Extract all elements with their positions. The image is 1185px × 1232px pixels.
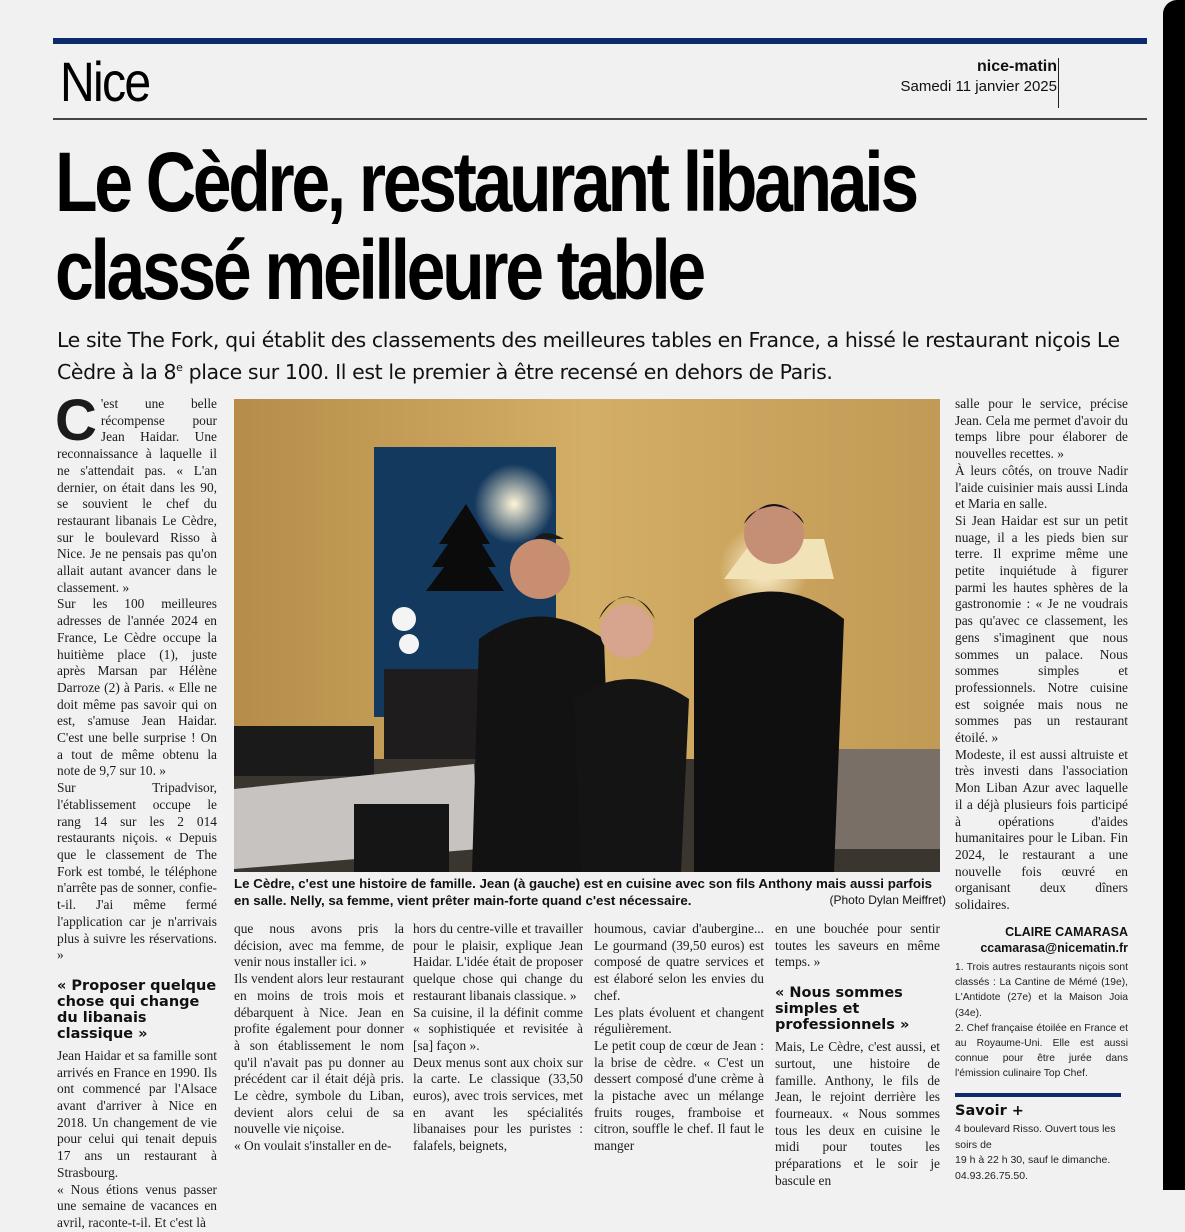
- paragraph: que nous avons pris la décision, avec ma femme, de venir nous installer ici. »: [234, 921, 404, 970]
- standfirst-sup: e: [176, 361, 183, 374]
- publication-date: Samedi 11 janvier 2025: [900, 78, 1057, 95]
- photo-caption: [234, 875, 946, 909]
- family-photo-illustration: [234, 399, 940, 872]
- author-name: CLAIRE CAMARASA: [1005, 925, 1128, 939]
- article-column-5: [775, 921, 940, 1189]
- subheading-1: « Proposer quelque chose qui change du libanais classique »: [57, 977, 217, 1042]
- article-column-1: [55, 388, 217, 1232]
- headline: [55, 135, 1145, 317]
- savoir-plus-info: [955, 1122, 1135, 1184]
- paragraph: Si Jean Haidar est sur un petit nuage, il a les pieds bien sur terre. Il exprime même une petite inquiétude à figurer parmi les hautes sphères de la gastronomie : « Je ne voudrais pas qu'avec ce classement, les gens s'imaginent que nous sommes un palace. Nous sommes simples et professionnels. Notre cuisine est soignée mais nous ne sommes pas un restaurant étoilé. »: [955, 512, 1128, 746]
- brand-name: nice-matin: [976, 58, 1057, 75]
- paragraph: Mais, Le Cèdre, c'est aussi, et surtout, une histoire de famille. Anthony, le fils de Jean, le rejoint derrière les fourneaux. « Nous sommes tous les deux en cuisine le midi pour toutes les préparations et le soir je bascule en: [775, 1039, 940, 1188]
- savoir-rule: [955, 1093, 1121, 1097]
- standfirst: [57, 326, 1147, 386]
- standfirst-part-2: place sur 100. Il est le premier à être recensé en dehors de Paris.: [182, 359, 833, 384]
- masthead-divider: [1058, 58, 1059, 108]
- paragraph: 'est une belle récompense pour Jean Haidar. Une reconnaissance à laquelle il ne s'attendait pas. « L'an dernier, on était dans les 90, se souvient le chef du restaurant libanais Le Cèdre, sur le boulevard Risso à Nice. Je ne pensais pas qu'on allait autant avancer dans le classement. »: [57, 396, 217, 595]
- drop-cap: C: [55, 388, 97, 453]
- phone-line: 04.93.26.75.50.: [955, 1169, 1028, 1182]
- paragraph: Sur les 100 meilleures adresses de l'année 2024 en France, Le Cèdre occupe la huitième place (1), juste après Marsan par Hélène Darroze (2) à Paris. « Elle ne doit même pas savoir qui on est, s'amuse Jean Haidar. C'est une belle surprise ! On a tout de même obtenu la note de 9,7 sur 10. »: [57, 596, 217, 779]
- caption-text: Le Cèdre, c'est une histoire de famille. Jean (à gauche) est en cuisine avec son fils Anthony mais aussi parfois en salle. Nelly, sa femme, vient prêter main-forte quand c'est nécessaire.: [234, 876, 933, 908]
- paragraph: Sur Tripadvisor, l'établissement occupe le rang 14 sur les 2 014 restaurants niçois. « Depuis que le classement de The Fork est tombé, le téléphone n'arrête pas de sonner, confie-t-il. J'ai même fermé l'application car je n'arrivais plus à suivre les réservations. »: [57, 780, 217, 963]
- footnotes: [955, 960, 1128, 1082]
- headline-line-2: classé meilleure table: [55, 223, 703, 317]
- subheading-2: « Nous sommes simples et professionnels »: [775, 985, 910, 1034]
- paragraph: « On voulait s'installer en de-: [234, 1138, 392, 1154]
- paragraph: Modeste, il est aussi altruiste et très investi dans l'association Mon Liban Azur avec laquelle il a déjà plusieurs fois participé à opérations d'aides humanitaires pour le Liban. Fin 2024, le restaurant a une nouvelle fois œuvré en organisant deux dîners solidaires.: [955, 746, 1128, 913]
- footnote-1: 1. Trois autres restaurants niçois sont classés : La Cantine de Mémé (19e), L'Antidote (27e) et la Maison Joia (34e).: [955, 962, 1128, 1019]
- address-line: 4 boulevard Risso. Ouvert tous les soirs de: [955, 1123, 1116, 1151]
- standfirst-part-1: Le site The Fork, qui établit des classements des meilleures tables en France, a hissé le restaurant niçois Le Cèdre à la 8: [57, 328, 1120, 384]
- paragraph: Les plats évoluent et changent régulièrement.: [594, 1004, 764, 1037]
- paragraph: salle pour le service, précise Jean. Cela me permet d'avoir du temps libre pour élaborer de nouvelles recettes. »: [955, 396, 1128, 462]
- paragraph: Jean Haidar et sa famille sont arrivés en France en 1990. Ils ont commencé par l'Alsace avant d'arriver à Nice en 2018. Un changement de vie pour celui qui tenait depuis 17 ans un restaurant à Strasbourg.: [57, 1047, 217, 1180]
- paragraph: houmous, caviar d'aubergine... Le gourmand (39,50 euros) est composé de quatre services et est élaboré selon les envies du chef.: [594, 921, 764, 1003]
- page-edge: [1163, 0, 1185, 1190]
- header-rule: [53, 118, 1147, 120]
- savoir-plus-title: Savoir +: [955, 1103, 1024, 1119]
- paragraph: Ils vendent alors leur restaurant en moins de trois mois et débarquent à Nice. Jean en profite également pour donner à son établissement le nom qu'il n'avait pas pu donner au précédent car il était déjà pris. Le cèdre, symbole du Liban, devient alors celui de sa nouvelle vie niçoise.: [234, 971, 404, 1137]
- byline: [955, 924, 1128, 956]
- article-column-2: [234, 921, 404, 1155]
- hours-line: 19 h à 22 h 30, sauf le dimanche.: [955, 1154, 1111, 1166]
- paragraph: Le petit coup de cœur de Jean : la brise de cèdre. « C'est un dessert composé d'une crème à la pistache avec un mélange fruits rouges, framboise et citron, souffle le chef. Il faut le manger: [594, 1037, 764, 1154]
- footnote-2: 2. Chef française étoilée en France et au Royaume-Uni. Elle est aussi connue pour être jurée dans l'émission culinaire Top Chef.: [955, 1022, 1128, 1080]
- headline-line-1: Le Cèdre, restaurant libanais: [55, 135, 916, 229]
- article-column-4: [594, 921, 764, 1155]
- paragraph: en une bouchée pour sentir toutes les saveurs en même temps. »: [775, 921, 940, 970]
- article-column-3: [413, 921, 583, 1155]
- paragraph: Deux menus sont aux choix sur la carte. Le classique (33,50 euros), avec trois services, met en avant les spécialités libanaises pour les puristes : falafels, beignets,: [413, 1054, 583, 1154]
- top-rule: [53, 38, 1147, 44]
- paragraph: À leurs côtés, on trouve Nadir l'aide cuisinier mais aussi Linda et Maria en salle.: [955, 462, 1128, 512]
- article-photo: [234, 399, 940, 872]
- author-email[interactable]: ccamarasa@nicematin.fr: [980, 941, 1128, 955]
- paragraph: Sa cuisine, il la définit comme « sophistiquée et revisitée à [sa] façon ».: [413, 1004, 583, 1053]
- paragraph: « Nous étions venus passer une semaine de vacances en avril, raconte-t-il. Et c'est là: [57, 1181, 217, 1230]
- paragraph: hors du centre-ville et travailler pour le plaisir, explique Jean Haidar. L'idée était de proposer quelque chose qui change du restaurant libanais classique. »: [413, 921, 583, 1003]
- photo-credit: (Photo Dylan Meiffret): [829, 893, 946, 907]
- article-column-6: [955, 396, 1128, 914]
- masthead: [901, 57, 1058, 97]
- section-title: Nice: [60, 50, 150, 113]
